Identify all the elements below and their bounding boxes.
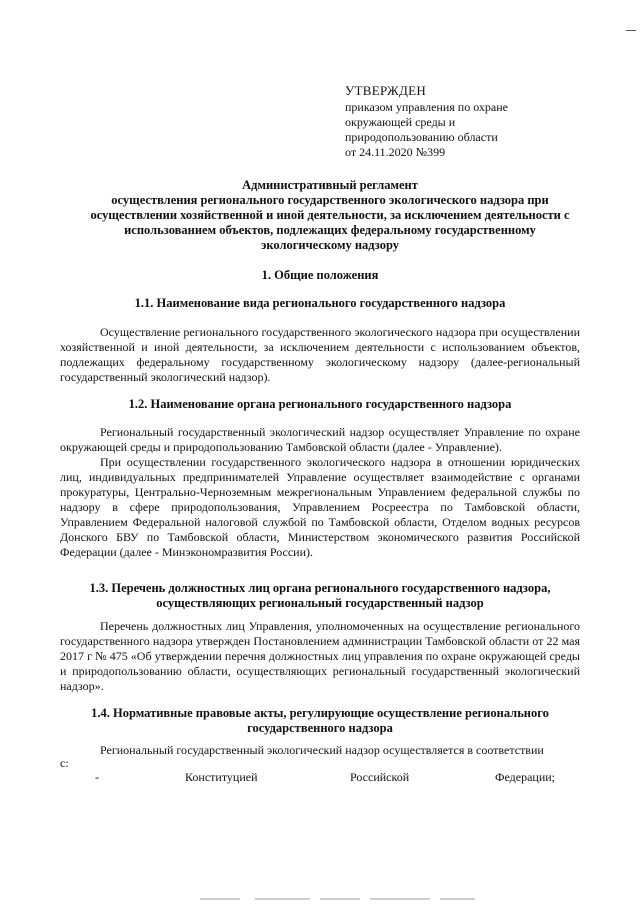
title-line: осуществления регионального государственного экологического надзора при <box>111 193 549 207</box>
scan-mark <box>626 30 636 31</box>
bullet-word: Конституцией <box>185 770 258 784</box>
approval-date: от 24.11.2020 №399 <box>345 145 446 159</box>
section-heading-1-4 <box>60 706 580 736</box>
bullet-word: Российской <box>350 770 410 784</box>
title-line: экологическому надзору <box>260 238 400 252</box>
paragraph-1-1 <box>60 325 580 385</box>
approval-line: окружающей среды и <box>345 115 456 129</box>
paragraph-1-2-a <box>60 425 580 455</box>
scan-artifact <box>255 898 310 900</box>
paragraph-text: При осуществлении государственного экологического надзора в отношении юридических лиц, индивидуальных предпринимателей Управление осуществляет взаимодействие с органами прокуратуры, Центрально-Черноземным межрегиональным Управлением федеральной службы по надзору в сфере природопользования, Управлением Росреестра по Тамбовской области, Управлением Федеральной налоговой службой по Тамбовской области, Отделом водных ресурсов Донского БВУ по Тамбовской области, Министерством экономического развития Российской Федерации (далее - Минэкономразвития России). <box>60 455 580 559</box>
section-heading-1-2: 1.2. Наименование органа регионального государственного надзора <box>128 397 512 411</box>
heading-line: 1.4. Нормативные правовые акты, регулирующие осуществление регионального <box>91 706 549 720</box>
heading-line: 1.3. Перечень должностных лиц органа регионального государственного надзора, <box>89 581 551 595</box>
scan-artifact <box>440 898 475 900</box>
section-heading-1: 1. Общие положения <box>261 268 379 282</box>
paragraph-1-3 <box>60 619 580 694</box>
approval-line: природопользованию области <box>345 130 498 144</box>
paragraph-1-4 <box>60 743 580 758</box>
heading-line: осуществляющих региональный государственный надзор <box>156 596 484 610</box>
approval-header: УТВЕРЖДЕН <box>345 83 427 98</box>
scan-artifact <box>370 898 430 900</box>
scan-artifact <box>320 898 360 900</box>
section-heading-1-1: 1.1. Наименование вида регионального государственного надзора <box>134 296 506 310</box>
section-heading-1-3 <box>60 581 580 611</box>
title-line: использованием объектов, подлежащих федеральному государственному <box>124 223 536 237</box>
title-line: осуществлении хозяйственной и иной деятельности, за исключением деятельности с <box>90 208 570 222</box>
document-title <box>80 178 580 253</box>
paragraph-1-4-tail: с: <box>60 756 69 770</box>
approval-stamp-block <box>345 83 508 160</box>
scan-artifact <box>200 898 240 900</box>
paragraph-text: Региональный государственный экологический надзор осуществляет Управление по охране окружающей среды и природопользованию Тамбовской области (далее - Управление). <box>60 425 580 454</box>
paragraph-text: Региональный государственный экологический надзор осуществляется в соответствии <box>100 743 544 757</box>
heading-line: государственного надзора <box>247 721 393 735</box>
paragraph-text: Перечень должностных лиц Управления, уполномоченных на осуществление регионального государственного надзора утвержден Постановлением администрации Тамбовской области от 22 мая 2017 г № 475 «Об утверждении перечня должностных лиц управления по охране окружающей среды и природопользованию области, осуществляющих региональный государственный экологический надзор». <box>60 619 580 693</box>
paragraph-1-2-b <box>60 455 580 560</box>
approval-line: приказом управления по охране <box>345 100 508 114</box>
bullet-dash: - <box>95 770 99 784</box>
title-line: Административный регламент <box>242 178 418 192</box>
bullet-word: Федерации; <box>495 770 556 784</box>
paragraph-text: Осуществление регионального государственного экологического надзора при осуществлении хозяйственной и иной деятельности, за исключением деятельности с использованием объектов, подлежащих федеральному государственному экологическому надзору (далее-региональный государственный экологический надзор). <box>60 325 580 384</box>
